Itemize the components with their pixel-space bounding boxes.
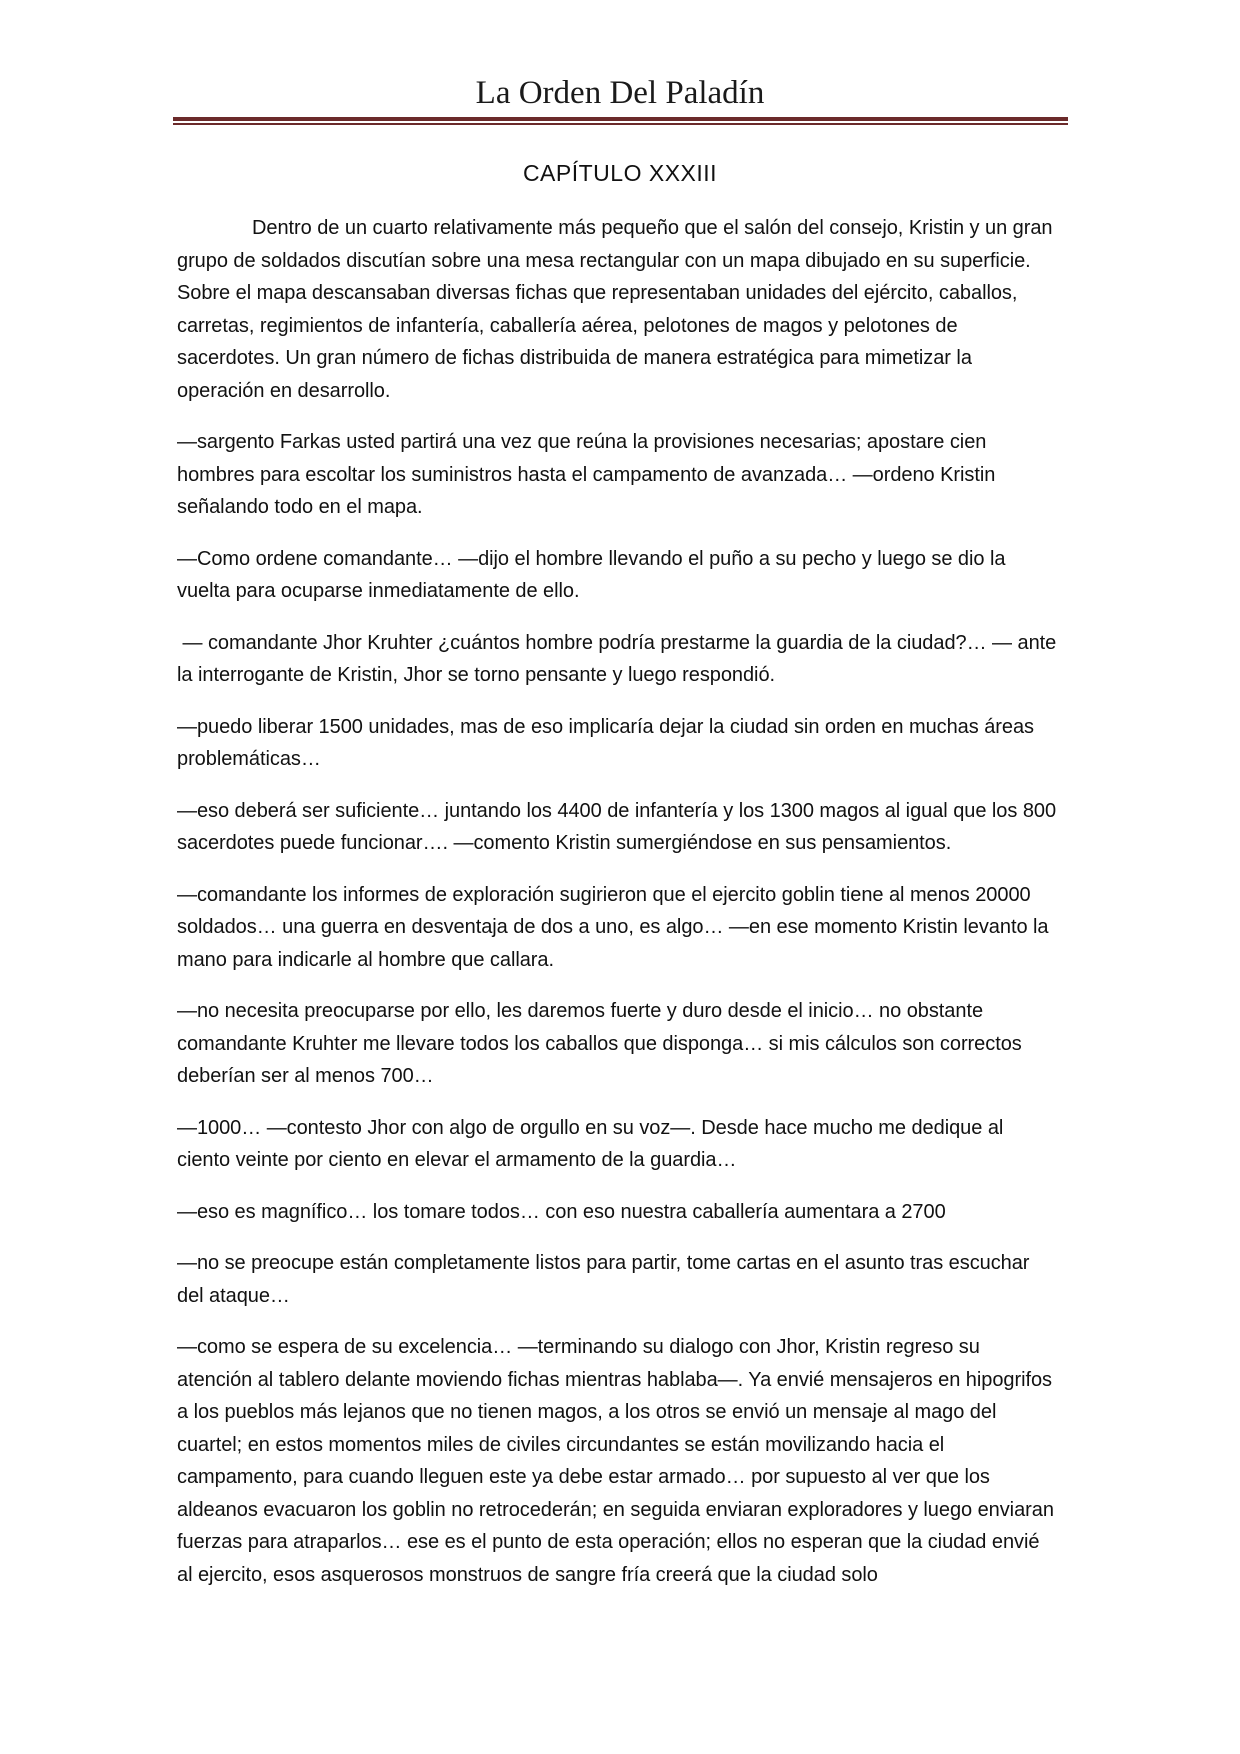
paragraph-1: Dentro de un cuarto relativamente más pequeño que el salón del consejo, Kristin y un gran grupo de soldados discutían sobre una mesa rectangular con un mapa dibujado en su superficie. Sobre el mapa descansaban diversas fichas que representaban unidades del ejército, caballos, carretas, regimientos de infantería, caballería aérea, pelotones de magos y pelotones de sacerdotes. Un gran número de fichas distribuida de manera estratégica para mimetizar la operación en desarrollo.	[177, 217, 1053, 402]
header-divider	[173, 117, 1068, 126]
header-divider-thin-line	[173, 123, 1068, 125]
paragraph-7: —comandante los informes de exploración sugirieron que el ejercito goblin tiene al menos 20000 soldados… una guerra en desventaja de dos a uno, es algo… —en ese momento Kristin levanto la mano para indicarle al hombre que callara.	[177, 883, 1049, 971]
paragraph-9: —1000… —contesto Jhor con algo de orgullo en su voz—. Desde hace mucho me dedique al ciento veinte por ciento en elevar el armamento de la guardia…	[177, 1116, 1004, 1171]
paragraph-5: —puedo liberar 1500 unidades, mas de eso implicaría dejar la ciudad sin orden en muchas áreas problemáticas…	[177, 715, 1034, 770]
body-text	[177, 212, 1062, 1610]
paragraph-3: —Como ordene comandante… —dijo el hombre llevando el puño a su pecho y luego se dio la vuelta para ocuparse inmediatamente de ello.	[177, 547, 1006, 602]
paragraph-11: —no se preocupe están completamente listos para partir, tome cartas en el asunto tras escuchar del ataque…	[177, 1252, 1030, 1307]
paragraph-2: —sargento Farkas usted partirá una vez que reúna la provisiones necesarias; apostare cien hombres para escoltar los suministros hasta el campamento de avanzada… —ordeno Kristin señalando todo en el mapa.	[177, 431, 996, 518]
paragraph-4: — comandante Jhor Kruhter ¿cuántos hombre podría prestarme la guardia de la ciudad?… — ante la interrogante de Kristin, Jhor se torno pensante y luego respondió.	[177, 631, 1062, 686]
paragraph-8: —no necesita preocuparse por ello, les daremos fuerte y duro desde el inicio… no obstante comandante Kruhter me llevare todos los caballos que disponga… si mis cálculos son correctos deberían ser al menos 700…	[177, 1000, 1022, 1087]
running-header-title: La Orden Del Paladín	[475, 75, 765, 111]
paragraph-12: —como se espera de su excelencia… —terminando su dialogo con Jhor, Kristin regreso su atención al tablero delante moviendo fichas mientras hablaba—. Ya envié mensajeros en hipogrifos a los pueblos más lejanos que no tienen magos, a los otros se envió un mensaje al mago del cuartel; en estos momentos miles de civiles circundantes se están movilizando hacia el campamento, para cuando lleguen este ya debe estar armado… por supuesto al ver que los aldeanos evacuaron los goblin no retrocederán; en seguida enviaran exploradores y luego enviaran fuerzas para atraparlos… ese es el punto de esta operación; ellos no esperan que la ciudad envié al ejercito, esos asquerosos monstruos de sangre fría creerá que la ciudad solo	[177, 1336, 1054, 1586]
header-divider-thick-line	[173, 117, 1068, 121]
chapter-title: CAPÍTULO XXXIII	[522, 160, 718, 186]
paragraph-10: —eso es magnífico… los tomare todos… con eso nuestra caballería aumentara a 2700	[177, 1200, 946, 1223]
paragraph-6: —eso deberá ser suficiente… juntando los 4400 de infantería y los 1300 magos al igual que los 800 sacerdotes puede funcionar…. —comento Kristin sumergiéndose en sus pensamientos.	[177, 799, 1057, 854]
